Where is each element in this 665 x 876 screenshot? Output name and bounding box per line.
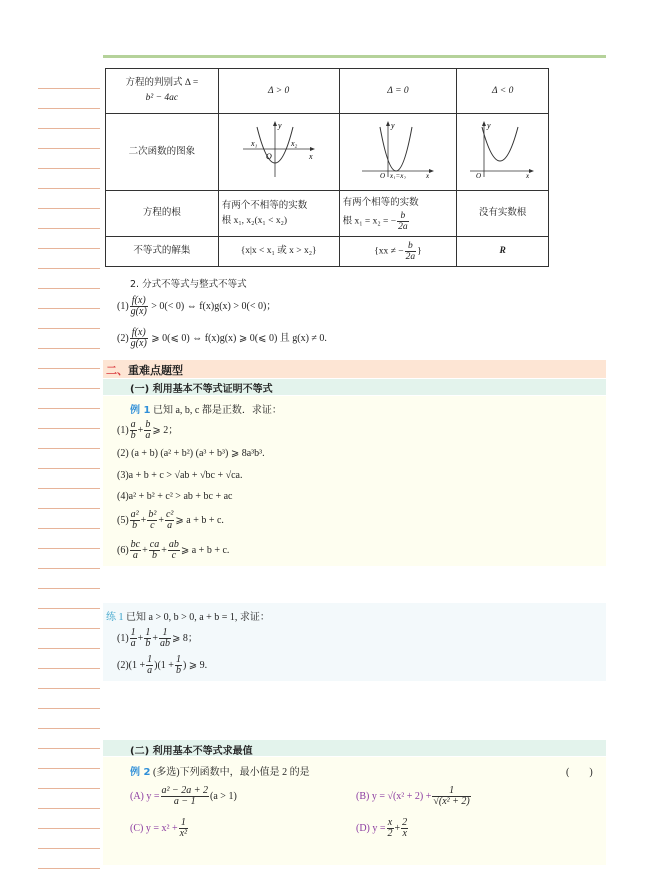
graph-no-root [457, 114, 549, 191]
example1-item6: (6) $\frac{bc}{a}$ + $\frac{ca}{b}$ + $\frac{ab}{c}$ ⩾ a + b + c. [117, 539, 230, 561]
answer-parentheses: ( ) [566, 767, 593, 778]
practice1-item1: (1) $\frac{1}{a}$ + $\frac{1}{b}$ + $\frac{1}{ab}$ ⩾ 8； [117, 627, 198, 649]
svg-text:y: y [390, 121, 395, 130]
example1-item3: (3)a + b + c > √ab + √bc + √ca. [117, 470, 243, 481]
option-c: (C) y = x² + $\frac{1}{\text{x²}}$ [130, 817, 188, 839]
table-header-zero: Δ = 0 [339, 69, 457, 114]
practice1-prompt: 练 1 已知 a > 0, b > 0, a + b = 1, 求证： [106, 612, 270, 623]
frac-item-2: (2) $\frac{f(x)}{g(x)}$ ⩾ 0(⩽ 0) ⇔ f(x)g(x) ⩾ 0(⩽ 0) 且 g(x) ≠ 0. [117, 327, 327, 349]
graph-double-root [339, 114, 457, 191]
option-b: (B) y = √(x² + 2) + $\frac{1}{\text{√(x² + 2)}}$ [356, 785, 470, 807]
option-d: (D) y = $\frac{x}{2}$ + $\frac{2}{x}$ [356, 817, 408, 839]
margin-ruled-lines [38, 88, 100, 868]
roots-none: 没有实数根 [457, 191, 549, 237]
practice1-item2: (2)(1 + $\frac{1}{a}$ )(1 + $\frac{1}{b}$ ) ⩾ 9. [117, 654, 208, 676]
row-root-label: 方程的根 [106, 191, 219, 237]
example1-item1: (1) $\frac{a}{b}$ + $\frac{b}{a}$ ⩾ 2； [117, 419, 179, 441]
row-graph-label: 二次函数的图象 [106, 114, 219, 191]
frac-section-title: 2. 分式不等式与整式不等式 [130, 279, 247, 290]
svg-text:x₁: x₁ [250, 139, 257, 148]
table-header-pos: Δ > 0 [218, 69, 339, 114]
svg-text:x: x [525, 172, 529, 179]
svg-text:x₂: x₂ [290, 139, 297, 148]
parabola-two-roots-graph [239, 119, 319, 179]
svg-text:O: O [265, 152, 272, 161]
svg-text:x₁=x₂: x₁=x₂ [389, 172, 406, 179]
svg-text:y: y [277, 121, 282, 130]
set-two-roots: {x|x < x₁ 或 x > x₂} [218, 237, 339, 267]
example1-item5: (5) $\frac{\text{a²}}{b}$ + $\frac{\text{b²}}{c}$ + $\frac{\text{c²}}{a}$ ⩾ a + b + c. [117, 509, 224, 531]
row-set-label: 不等式的解集 [106, 237, 219, 267]
svg-text:x: x [425, 172, 430, 179]
graph-two-roots [218, 114, 339, 191]
svg-text:O: O [379, 172, 386, 179]
parabola-double-root-graph [358, 119, 438, 179]
table-header-discriminant: 方程的判别式 Δ = b² − 4ac [106, 69, 219, 114]
set-double-root: {xx ≠ − $\frac{b}{2a}$ } [339, 237, 457, 267]
subsection-title-2: (二) 利用基本不等式求最值 [130, 746, 253, 757]
example1-prompt: 例 1 已知 a, b, c 都是正数．求证： [130, 405, 282, 416]
parabola-no-root-graph [468, 119, 538, 179]
subsection-title-1: (一) 利用基本不等式证明不等式 [130, 384, 273, 395]
svg-text:O: O [475, 172, 481, 179]
section-title: 二、重难点题型 [106, 364, 183, 377]
roots-double: 有两个相等的实数 根 x₁ = x₂ = − $\frac{b}{2a}$ [339, 191, 457, 237]
example1-item2: (2) (a + b) (a² + b²) (a³ + b³) ⩾ 8a³b³. [117, 448, 265, 459]
svg-text:y: y [486, 121, 491, 130]
example1-item4: (4)a² + b² + c² > ab + bc + ac [117, 491, 233, 502]
roots-two: 有两个不相等的实数 根 x₁, x₂(x₁ < x₂) [218, 191, 339, 237]
top-rule [103, 55, 606, 58]
option-a: (A) y = $\frac{\text{a² − 2a + 2}}{a - 1}$ (a > 1) [130, 785, 237, 807]
table-header-neg: Δ < 0 [457, 69, 549, 114]
example2-prompt: 例 2 (多选)下列函数中，最小值是 2 的是 [130, 767, 310, 778]
svg-text:x: x [308, 152, 313, 161]
frac-item-1: (1) $\frac{f(x)}{g(x)}$ > 0(< 0) ⇔ f(x)g(x) > 0(< 0)； [117, 295, 277, 317]
quadratic-table [105, 68, 549, 267]
set-no-root: R [457, 237, 549, 267]
